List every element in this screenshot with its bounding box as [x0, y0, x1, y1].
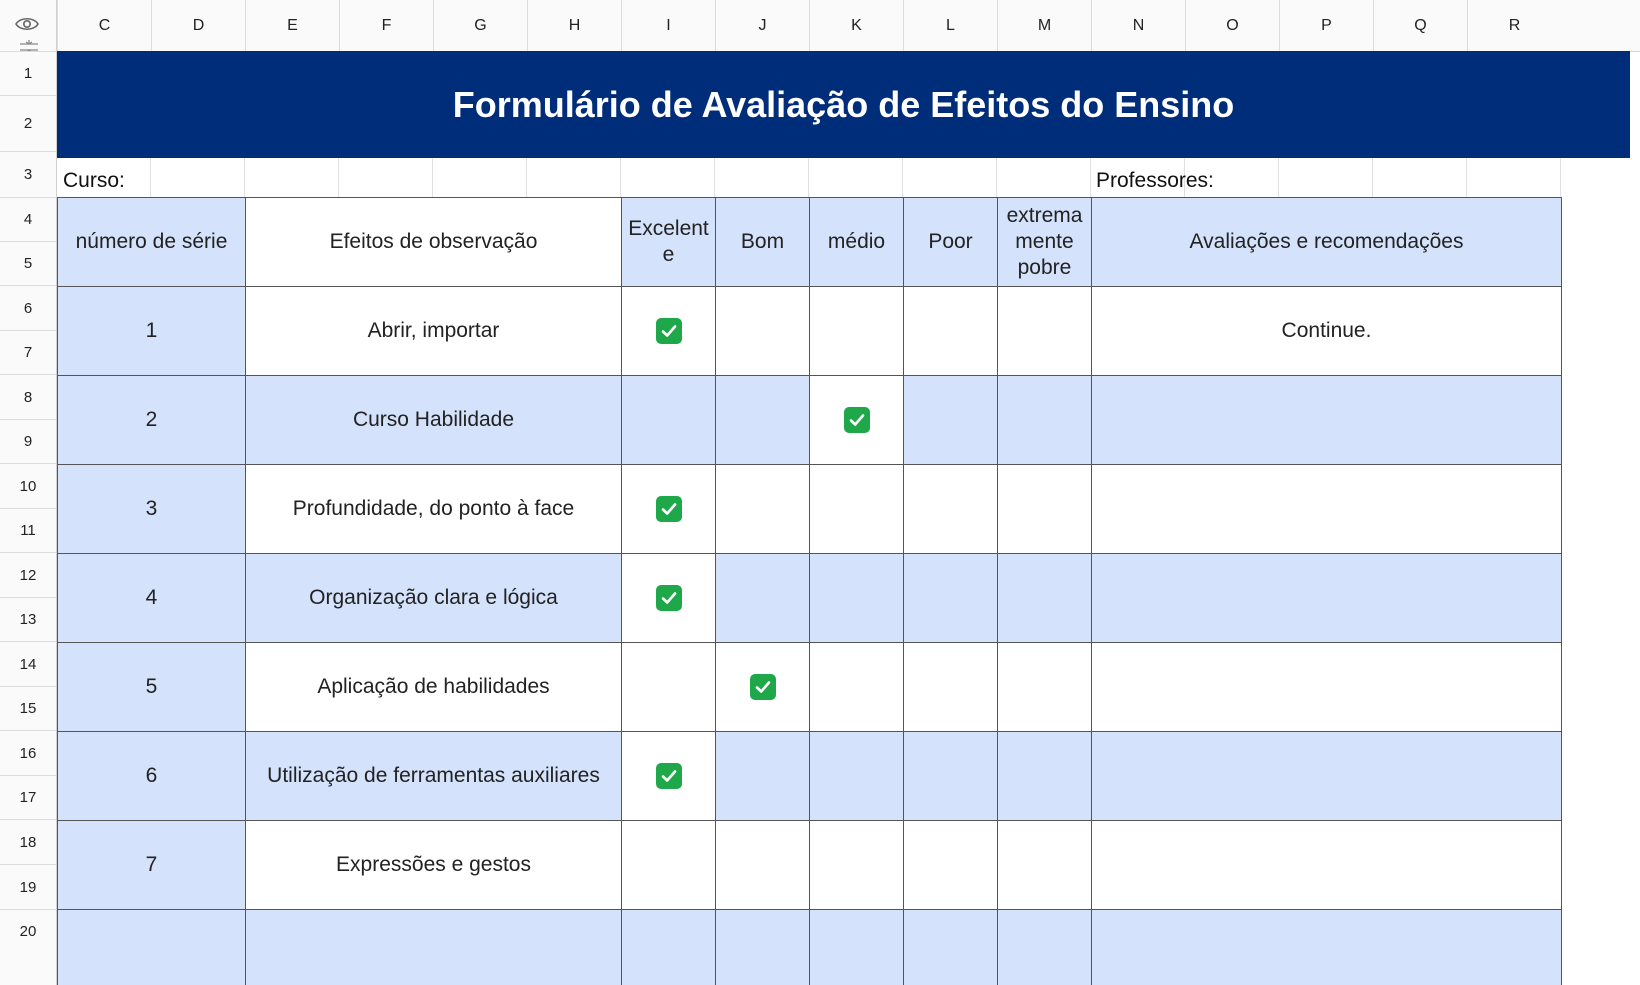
- header-comments[interactable]: [1091, 197, 1562, 287]
- rating-very-poor-cell[interactable]: [997, 375, 1092, 465]
- rating-average-cell[interactable]: [809, 731, 904, 821]
- serial-number: 6: [145, 764, 158, 787]
- form-title[interactable]: Formulário de Avaliação de Efeitos do Ensino: [57, 51, 1630, 158]
- comment-cell[interactable]: [1091, 820, 1562, 910]
- comment-cell[interactable]: [1091, 464, 1562, 554]
- row-header-7[interactable]: 7: [0, 330, 56, 374]
- observation-effect: Abrir, importar: [367, 319, 500, 342]
- header-label: Excelent e: [628, 217, 709, 266]
- rating-poor-cell[interactable]: [903, 731, 998, 821]
- comment-cell[interactable]: [1091, 375, 1562, 465]
- rating-poor-cell[interactable]: [903, 553, 998, 643]
- column-header-o[interactable]: O: [1185, 0, 1279, 51]
- header-very-poor[interactable]: [997, 197, 1092, 287]
- rating-very-poor-cell[interactable]: [997, 553, 1092, 643]
- observation-effect-cell[interactable]: [245, 286, 622, 376]
- rating-good-cell[interactable]: [715, 820, 810, 910]
- row-header-19[interactable]: 19: [0, 864, 56, 909]
- rating-very-poor-cell[interactable]: [997, 464, 1092, 554]
- row-header-2[interactable]: 2: [0, 95, 56, 151]
- column-header-m[interactable]: M: [997, 0, 1091, 51]
- rating-good-cell[interactable]: [715, 375, 810, 465]
- row-header-12[interactable]: 12: [0, 552, 56, 597]
- header-observation[interactable]: [245, 197, 622, 287]
- rating-average-cell[interactable]: [809, 820, 904, 910]
- observation-effect-cell[interactable]: [245, 820, 622, 910]
- header-label: Efeitos de observação: [329, 230, 538, 253]
- header-good[interactable]: [715, 197, 810, 287]
- column-header-k[interactable]: K: [809, 0, 903, 51]
- row-header-18[interactable]: 18: [0, 819, 56, 864]
- rating-very-poor-cell[interactable]: [997, 820, 1092, 910]
- rating-very-poor-cell[interactable]: [997, 286, 1092, 376]
- rating-poor-cell[interactable]: [903, 820, 998, 910]
- observation-effect-cell[interactable]: [245, 642, 622, 732]
- serial-number: 7: [145, 853, 158, 876]
- column-header-i[interactable]: I: [621, 0, 715, 51]
- green-checkmark-icon: [844, 407, 870, 433]
- serial-number: 5: [145, 675, 158, 698]
- rating-poor-cell[interactable]: [903, 286, 998, 376]
- header-label: número de série: [75, 230, 228, 253]
- course-label[interactable]: Curso:: [63, 169, 125, 192]
- row-header-20[interactable]: 20: [0, 909, 56, 953]
- comment-cell[interactable]: [1091, 553, 1562, 643]
- column-header-d[interactable]: D: [151, 0, 245, 51]
- header-label: Poor: [928, 230, 973, 253]
- green-checkmark-icon: [656, 496, 682, 522]
- rating-excellent-cell[interactable]: [621, 909, 716, 985]
- row-header-9[interactable]: 9: [0, 419, 56, 463]
- rating-average-cell[interactable]: [809, 286, 904, 376]
- header-poor[interactable]: [903, 197, 998, 287]
- rating-good-cell[interactable]: [715, 642, 810, 732]
- serial-number: 3: [145, 497, 158, 520]
- observation-effect-cell[interactable]: [245, 731, 622, 821]
- column-header-j[interactable]: J: [715, 0, 809, 51]
- serial-number-cell[interactable]: [57, 820, 246, 910]
- serial-number: 1: [145, 319, 158, 342]
- observation-effect: Aplicação de habilidades: [317, 675, 550, 698]
- column-header-c[interactable]: C: [57, 0, 151, 51]
- rating-average-cell[interactable]: [809, 464, 904, 554]
- serial-number: 4: [145, 586, 158, 609]
- rating-average-cell[interactable]: [809, 909, 904, 985]
- row-header-5[interactable]: 5: [0, 241, 56, 285]
- green-checkmark-icon: [656, 763, 682, 789]
- observation-effect-cell[interactable]: [245, 464, 622, 554]
- rating-average-cell[interactable]: [809, 375, 904, 465]
- header-label: médio: [827, 230, 886, 253]
- column-header-p[interactable]: P: [1279, 0, 1373, 51]
- row-header-16[interactable]: 16: [0, 730, 56, 775]
- column-header-h[interactable]: H: [527, 0, 621, 51]
- serial-number-cell[interactable]: [57, 375, 246, 465]
- rating-poor-cell[interactable]: [903, 909, 998, 985]
- observation-effect: Expressões e gestos: [336, 853, 531, 876]
- rating-excellent-cell[interactable]: [621, 731, 716, 821]
- observation-effect: Profundidade, do ponto à face: [292, 497, 575, 520]
- row-header-4[interactable]: 4: [0, 197, 56, 241]
- column-header-bar: [0, 0, 1640, 52]
- corner-controls: [0, 0, 57, 51]
- row-header-15[interactable]: 15: [0, 686, 56, 730]
- rating-very-poor-cell[interactable]: [997, 642, 1092, 732]
- column-header-l[interactable]: L: [903, 0, 997, 51]
- column-header-q[interactable]: Q: [1373, 0, 1467, 51]
- observation-effect-cell[interactable]: [245, 375, 622, 465]
- row-header-10[interactable]: 10: [0, 463, 56, 508]
- observation-effect: Curso Habilidade: [352, 408, 515, 431]
- rating-poor-cell[interactable]: [903, 375, 998, 465]
- comment-cell[interactable]: [1091, 731, 1562, 821]
- serial-number-cell[interactable]: [57, 553, 246, 643]
- serial-number-cell[interactable]: [57, 642, 246, 732]
- comment-cell[interactable]: [1091, 642, 1562, 732]
- column-header-r[interactable]: R: [1467, 0, 1561, 51]
- rating-poor-cell[interactable]: [903, 642, 998, 732]
- header-average[interactable]: [809, 197, 904, 287]
- sheet-area: [57, 51, 1640, 985]
- rating-good-cell[interactable]: [715, 286, 810, 376]
- green-checkmark-icon: [656, 585, 682, 611]
- row-header-17[interactable]: 17: [0, 775, 56, 819]
- observation-effect: Organização clara e lógica: [309, 586, 558, 609]
- row-header-13[interactable]: 13: [0, 597, 56, 641]
- rating-very-poor-cell[interactable]: [997, 909, 1092, 985]
- comment-cell[interactable]: [1091, 286, 1562, 376]
- header-label: extrema mente pobre: [1006, 204, 1083, 279]
- rating-excellent-cell[interactable]: [621, 820, 716, 910]
- rating-excellent-cell[interactable]: [621, 642, 716, 732]
- rating-poor-cell[interactable]: [903, 464, 998, 554]
- rating-excellent-cell[interactable]: [621, 286, 716, 376]
- rating-excellent-cell[interactable]: [621, 553, 716, 643]
- rating-good-cell[interactable]: [715, 553, 810, 643]
- rating-average-cell[interactable]: [809, 553, 904, 643]
- rating-good-cell[interactable]: [715, 464, 810, 554]
- green-checkmark-icon: [750, 674, 776, 700]
- observation-effect-cell[interactable]: [245, 553, 622, 643]
- rating-excellent-cell[interactable]: [621, 375, 716, 465]
- green-checkmark-icon: [656, 318, 682, 344]
- observation-effect: Utilização de ferramentas auxiliares: [267, 764, 600, 787]
- header-label: Bom: [740, 230, 785, 253]
- serial-number-cell[interactable]: [57, 464, 246, 554]
- rating-good-cell[interactable]: [715, 731, 810, 821]
- serial-number-cell[interactable]: [57, 286, 246, 376]
- row-header-3[interactable]: 3: [0, 151, 56, 197]
- serial-number: 2: [145, 408, 158, 431]
- row-header-14[interactable]: 14: [0, 641, 56, 686]
- row-header-6[interactable]: 6: [0, 285, 56, 330]
- column-header-g[interactable]: G: [433, 0, 527, 51]
- row-header-11[interactable]: 11: [0, 508, 56, 552]
- observation-effect-cell[interactable]: [245, 909, 622, 985]
- column-header-n[interactable]: N: [1091, 0, 1185, 51]
- eye-icon[interactable]: [15, 16, 39, 37]
- header-excellent[interactable]: [621, 197, 716, 287]
- rating-very-poor-cell[interactable]: [997, 731, 1092, 821]
- row-header-1[interactable]: 1: [0, 51, 56, 95]
- row-header-8[interactable]: 8: [0, 374, 56, 419]
- rating-excellent-cell[interactable]: [621, 464, 716, 554]
- rating-average-cell[interactable]: [809, 642, 904, 732]
- column-header-e[interactable]: E: [245, 0, 339, 51]
- serial-number-cell[interactable]: [57, 731, 246, 821]
- header-label: Avaliações e recomendações: [1189, 230, 1464, 253]
- header-serial[interactable]: [57, 197, 246, 287]
- rating-good-cell[interactable]: [715, 909, 810, 985]
- comment-text: Continue.: [1281, 319, 1372, 342]
- column-header-f[interactable]: F: [339, 0, 433, 51]
- comment-cell[interactable]: [1091, 909, 1562, 985]
- row-header-bar: [0, 51, 57, 985]
- teachers-label[interactable]: Professores:: [1096, 169, 1214, 192]
- serial-number-cell[interactable]: [57, 909, 246, 985]
